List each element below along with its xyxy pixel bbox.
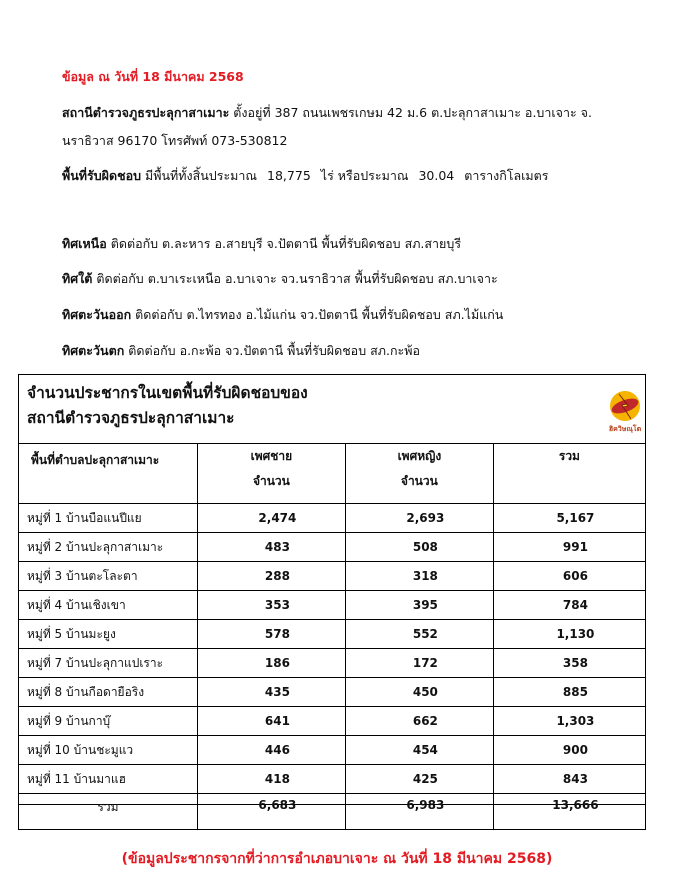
direction-label: ทิศเหนือ — [62, 236, 107, 251]
header-male: เพศชาย จำนวน — [197, 444, 345, 504]
area-label: พื้นที่รับผิดชอบ — [62, 168, 142, 183]
header-female: เพศหญิง จำนวน — [345, 444, 493, 504]
station-name: สถานีตำรวจภูธรปะลุกาสาเมาะ — [62, 105, 230, 120]
table-header-row — [19, 444, 646, 504]
male-cell: 641 — [197, 707, 345, 736]
area-text-1: มีพื้นที่ทั้งสิ้นประมาณ — [141, 168, 258, 183]
female-total: 6,983 — [345, 794, 493, 830]
table-total-row — [19, 794, 646, 830]
total-cell: 606 — [493, 562, 645, 591]
table-row — [19, 765, 646, 794]
male-cell: 353 — [197, 591, 345, 620]
area-sqkm: 30.04 — [418, 168, 455, 183]
direction-text: ติดต่อกับ ต.ละหาร อ.สายบุรี จ.ปัตตานี พื้นที่รับผิดชอบ สภ.สายบุรี — [106, 236, 462, 251]
direction-south — [62, 269, 498, 289]
male-cell: 186 — [197, 649, 345, 678]
female-cell: 425 — [345, 765, 493, 794]
area-rai: 18,775 — [267, 168, 311, 183]
village-cell: หมู่ที่ 9 บ้านกาบุ๊ — [19, 707, 198, 736]
direction-text: ติดต่อกับ อ.กะพ้อ จว.ปัตตานี พื้นที่รับผิดชอบ สภ.กะพ้อ — [124, 343, 420, 358]
female-cell: 395 — [345, 591, 493, 620]
direction-label: ทิศใต้ — [62, 271, 93, 286]
direction-text: ติดต่อกับ ต.ไทรทอง อ.ไม้แก่น จว.ปัตตานี พื้นที่รับผิดชอบ สภ.ไม้แก่น — [131, 307, 504, 322]
info-date: ข้อมูล ณ วันที่ 18 มีนาคม 2568 — [62, 69, 244, 84]
table-title-line-2: สถานีตำรวจภูธรปะลุกาสาเมาะ — [27, 409, 235, 427]
village-cell: หมู่ที่ 1 บ้านบือแนปีแย — [19, 504, 198, 533]
direction-east — [62, 305, 503, 325]
table-row — [19, 649, 646, 678]
female-cell: 318 — [345, 562, 493, 591]
total-cell: 843 — [493, 765, 645, 794]
village-cell: หมู่ที่ 8 บ้านกือดายือริง — [19, 678, 198, 707]
male-cell: 483 — [197, 533, 345, 562]
male-cell: 578 — [197, 620, 345, 649]
female-cell: 454 — [345, 736, 493, 765]
total-cell: 885 — [493, 678, 645, 707]
grand-total: 13,666 — [493, 794, 645, 830]
female-cell: 2,693 — [345, 504, 493, 533]
direction-label: ทิศตะวันออก — [62, 307, 132, 322]
direction-north — [62, 234, 461, 254]
village-cell: หมู่ที่ 7 บ้านปะลุกาแปเราะ — [19, 649, 198, 678]
table-row — [19, 736, 646, 765]
male-cell: 418 — [197, 765, 345, 794]
population-table-box — [18, 374, 646, 814]
village-cell: หมู่ที่ 2 บ้านปะลุกาสาเมาะ — [19, 533, 198, 562]
logo-text: ฮิควิษณุโต — [608, 425, 642, 433]
female-cell: 662 — [345, 707, 493, 736]
village-cell: หมู่ที่ 10 บ้านชะมูแว — [19, 736, 198, 765]
male-total: 6,683 — [197, 794, 345, 830]
total-cell: 991 — [493, 533, 645, 562]
table-row — [19, 533, 646, 562]
total-cell: 900 — [493, 736, 645, 765]
direction-text: ติดต่อกับ ต.บาเระเหนือ อ.บาเจาะ จว.นราธิวาส พื้นที่รับผิดชอบ สภ.บาเจาะ — [92, 271, 498, 286]
female-cell: 552 — [345, 620, 493, 649]
footer-note: (ข้อมูลประชากรจากที่ว่าการอำเภอบาเจาะ ณ วันที่ 18 มีนาคม 2568) — [121, 851, 553, 867]
total-cell: 1,130 — [493, 620, 645, 649]
table-row — [19, 707, 646, 736]
village-cell: หมู่ที่ 4 บ้านเชิงเขา — [19, 591, 198, 620]
table-row — [19, 504, 646, 533]
direction-west — [62, 341, 420, 361]
station-address-line2: นราธิวาส 96170 โทรศัพท์ 073-530812 — [62, 133, 288, 148]
table-row — [19, 620, 646, 649]
village-cell: หมู่ที่ 3 บ้านตะโละตา — [19, 562, 198, 591]
header-total: รวม — [493, 444, 645, 504]
table-row — [19, 562, 646, 591]
village-cell: หมู่ที่ 11 บ้านมาแฮ — [19, 765, 198, 794]
total-cell: 784 — [493, 591, 645, 620]
table-title-line-1: จำนวนประชากรในเขตพื้นที่รับผิดชอบของ — [27, 384, 308, 402]
population-table — [18, 443, 646, 830]
total-cell: 1,303 — [493, 707, 645, 736]
police-logo — [605, 388, 645, 434]
header-area: พื้นที่ตำบลปะลุกาสาเมาะ — [19, 444, 198, 504]
table-title — [27, 381, 308, 431]
table-row — [19, 678, 646, 707]
male-cell: 288 — [197, 562, 345, 591]
station-info — [62, 103, 592, 123]
direction-label: ทิศตะวันตก — [62, 343, 125, 358]
area-info — [62, 166, 549, 186]
village-cell: หมู่ที่ 5 บ้านมะยูง — [19, 620, 198, 649]
female-cell: 450 — [345, 678, 493, 707]
female-cell: 172 — [345, 649, 493, 678]
male-cell: 435 — [197, 678, 345, 707]
table-row — [19, 591, 646, 620]
area-text-2: ไร่ หรือประมาณ — [320, 168, 409, 183]
area-text-3: ตารางกิโลเมตร — [464, 168, 549, 183]
station-address-line1: ตั้งอยู่ที่ 387 ถนนเพชรเกษม 42 ม.6 ต.ปะลุกาสาเมาะ อ.บาเจาะ จ. — [229, 105, 592, 120]
total-cell: 5,167 — [493, 504, 645, 533]
total-label: รวม — [19, 794, 198, 830]
male-cell: 446 — [197, 736, 345, 765]
male-cell: 2,474 — [197, 504, 345, 533]
total-cell: 358 — [493, 649, 645, 678]
female-cell: 508 — [345, 533, 493, 562]
